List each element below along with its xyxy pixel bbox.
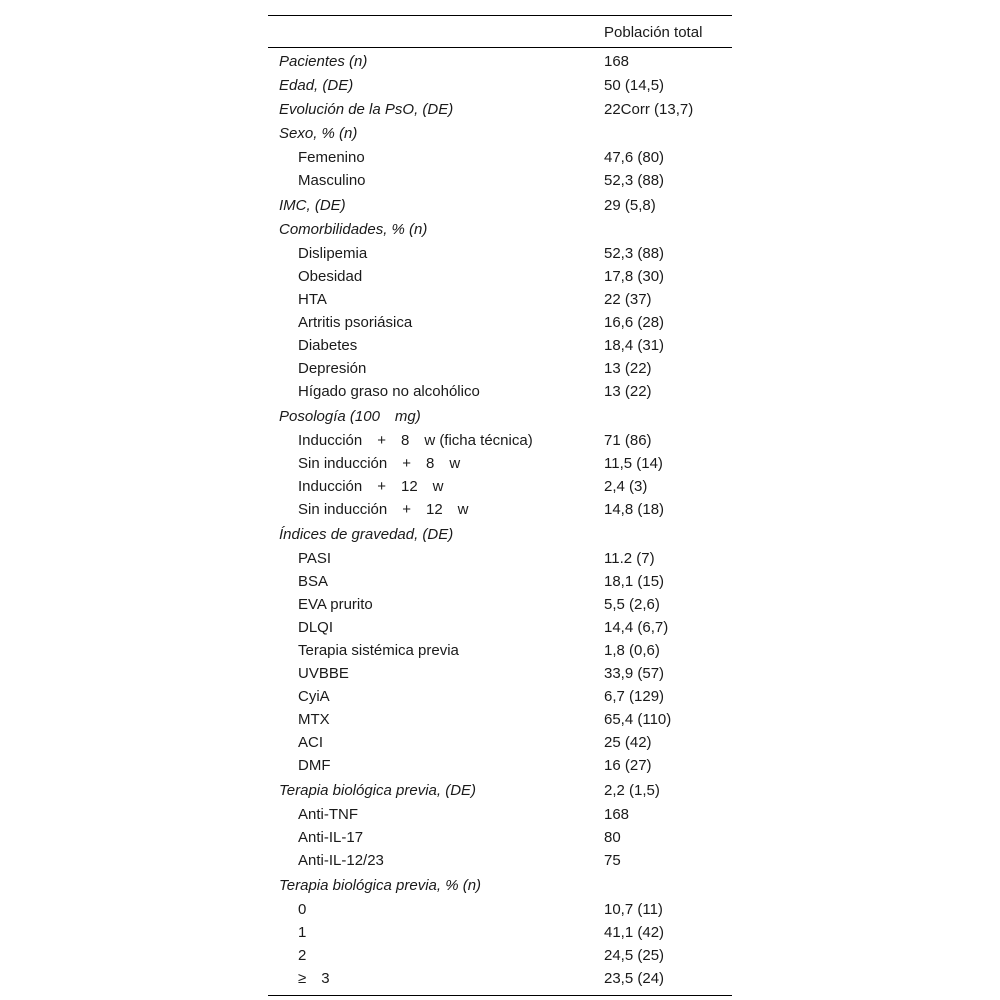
- row-value: 41,1 (42): [604, 924, 665, 941]
- row-label: Inducción + 12 w: [298, 478, 444, 495]
- table-row: [268, 122, 732, 146]
- row-value: 11.2 (7): [604, 550, 655, 567]
- table-row: [268, 803, 732, 826]
- row-value: 17,8 (30): [604, 268, 665, 285]
- row-value: [604, 874, 732, 898]
- table-row: [268, 265, 732, 288]
- row-label: Masculino: [298, 172, 366, 189]
- table-row: [268, 311, 732, 334]
- row-value: 18,1 (15): [604, 573, 665, 590]
- row-value: 22 (37): [604, 291, 652, 308]
- row-value: 47,6 (80): [604, 149, 665, 166]
- row-value: 10,7 (11): [604, 901, 663, 918]
- row-value: 13 (22): [604, 360, 652, 377]
- table-row: [268, 405, 732, 429]
- header-total-population: Población total: [604, 24, 703, 41]
- table-row: [268, 685, 732, 708]
- row-label: Terapia biológica previa, (DE): [279, 782, 477, 799]
- table-row: [268, 498, 732, 521]
- row-label: Anti-IL-17: [298, 829, 364, 846]
- row-label: Edad, (DE): [279, 77, 354, 94]
- table-row: [268, 874, 732, 898]
- row-label: DMF: [298, 757, 331, 774]
- table-row: [268, 639, 732, 662]
- row-label: BSA: [298, 573, 329, 590]
- row-label: ACI: [298, 734, 324, 751]
- row-label: CyiA: [298, 688, 330, 705]
- table-row: [268, 380, 732, 403]
- table-row: [268, 429, 732, 452]
- row-label: Hígado graso no alcohólico: [298, 383, 480, 400]
- row-value: 25 (42): [604, 734, 652, 751]
- table-row: [268, 50, 732, 74]
- row-value: 65,4 (110): [604, 711, 672, 728]
- row-value: 80: [604, 829, 621, 846]
- row-value: 14,4 (6,7): [604, 619, 669, 636]
- row-value: 50 (14,5): [604, 77, 665, 94]
- row-label: Obesidad: [298, 268, 363, 285]
- row-label: Pacientes (n): [279, 53, 368, 70]
- row-label: Sin inducción + 8 w: [298, 455, 461, 472]
- row-label: Femenino: [298, 149, 365, 166]
- row-label: HTA: [298, 291, 327, 308]
- baseline-characteristics-table: [268, 15, 732, 996]
- table-row: [268, 357, 732, 380]
- table-row: [268, 849, 732, 872]
- table-row: [268, 218, 732, 242]
- table-row: [268, 169, 732, 192]
- row-label: Sexo, % (n): [279, 125, 358, 142]
- row-label: Posología (100 mg): [279, 408, 421, 425]
- table-row: [268, 593, 732, 616]
- table-row: [268, 98, 732, 122]
- table-row: [268, 731, 732, 754]
- row-value: 5,5 (2,6): [604, 596, 660, 613]
- row-value: 23,5 (24): [604, 970, 665, 987]
- row-value: 75: [604, 852, 621, 869]
- row-label: Terapia biológica previa, % (n): [279, 877, 482, 894]
- table-header: [268, 16, 732, 48]
- table-row: [268, 452, 732, 475]
- table-row: [268, 826, 732, 849]
- table-row: [268, 944, 732, 967]
- row-value: 2,2 (1,5): [604, 782, 660, 799]
- row-value: [604, 405, 732, 429]
- row-value: 6,7 (129): [604, 688, 665, 705]
- row-value: 11,5 (14): [604, 455, 663, 472]
- row-value: 71 (86): [604, 432, 652, 449]
- table-row: [268, 967, 732, 990]
- table-row: [268, 74, 732, 98]
- table-row: [268, 708, 732, 731]
- row-label: Comorbilidades, % (n): [279, 221, 428, 238]
- table-row: [268, 921, 732, 944]
- row-value: 1,8 (0,6): [604, 642, 660, 659]
- table-row: [268, 662, 732, 685]
- table-body: [268, 48, 732, 990]
- row-label: EVA prurito: [298, 596, 373, 613]
- row-label: Depresión: [298, 360, 367, 377]
- table-row: [268, 146, 732, 169]
- table-row: [268, 570, 732, 593]
- row-label: DLQI: [298, 619, 334, 636]
- table-row: [268, 779, 732, 803]
- row-label: Anti-IL-12/23: [298, 852, 384, 869]
- row-label: Anti-TNF: [298, 806, 358, 823]
- row-value: [604, 218, 732, 242]
- row-label: PASI: [298, 550, 332, 567]
- table-row: [268, 334, 732, 357]
- table-row: [268, 194, 732, 218]
- row-value: 29 (5,8): [604, 197, 656, 214]
- row-value: 33,9 (57): [604, 665, 665, 682]
- row-value: 18,4 (31): [604, 337, 665, 354]
- row-label: Diabetes: [298, 337, 358, 354]
- row-label: Evolución de la PsO, (DE): [279, 101, 454, 118]
- row-label: Índices de gravedad, (DE): [279, 526, 454, 543]
- row-label: Inducción + 8 w (ficha técnica): [298, 432, 533, 449]
- row-value: 168: [604, 806, 630, 823]
- table-row: [268, 242, 732, 265]
- row-label: 1: [298, 924, 307, 941]
- row-label: UVBBE: [298, 665, 349, 682]
- table-row: [268, 475, 732, 498]
- row-value: [604, 523, 732, 547]
- row-label: Artritis psoriásica: [298, 314, 413, 331]
- table-row: [268, 754, 732, 777]
- row-value: 13 (22): [604, 383, 652, 400]
- row-label: ≥ 3: [298, 970, 330, 987]
- row-label: 0: [298, 901, 307, 918]
- row-value: 52,3 (88): [604, 245, 665, 262]
- row-value: 168: [604, 53, 630, 70]
- row-value: [604, 122, 732, 146]
- table-row: [268, 547, 732, 570]
- row-label: Sin inducción + 12 w: [298, 501, 469, 518]
- row-value: 16 (27): [604, 757, 652, 774]
- row-value: 14,8 (18): [604, 501, 665, 518]
- row-value: 16,6 (28): [604, 314, 665, 331]
- table-row: [268, 616, 732, 639]
- table-row: [268, 898, 732, 921]
- row-value: 22Corr (13,7): [604, 101, 694, 118]
- table-row: [268, 288, 732, 311]
- row-value: 24,5 (25): [604, 947, 665, 964]
- row-label: IMC, (DE): [279, 197, 346, 214]
- table-bottom-rule: [268, 995, 732, 996]
- row-label: 2: [298, 947, 307, 964]
- row-value: 52,3 (88): [604, 172, 665, 189]
- row-label: Terapia sistémica previa: [298, 642, 459, 659]
- row-label: Dislipemia: [298, 245, 368, 262]
- row-label: MTX: [298, 711, 330, 728]
- table-row: [268, 523, 732, 547]
- row-value: 2,4 (3): [604, 478, 648, 495]
